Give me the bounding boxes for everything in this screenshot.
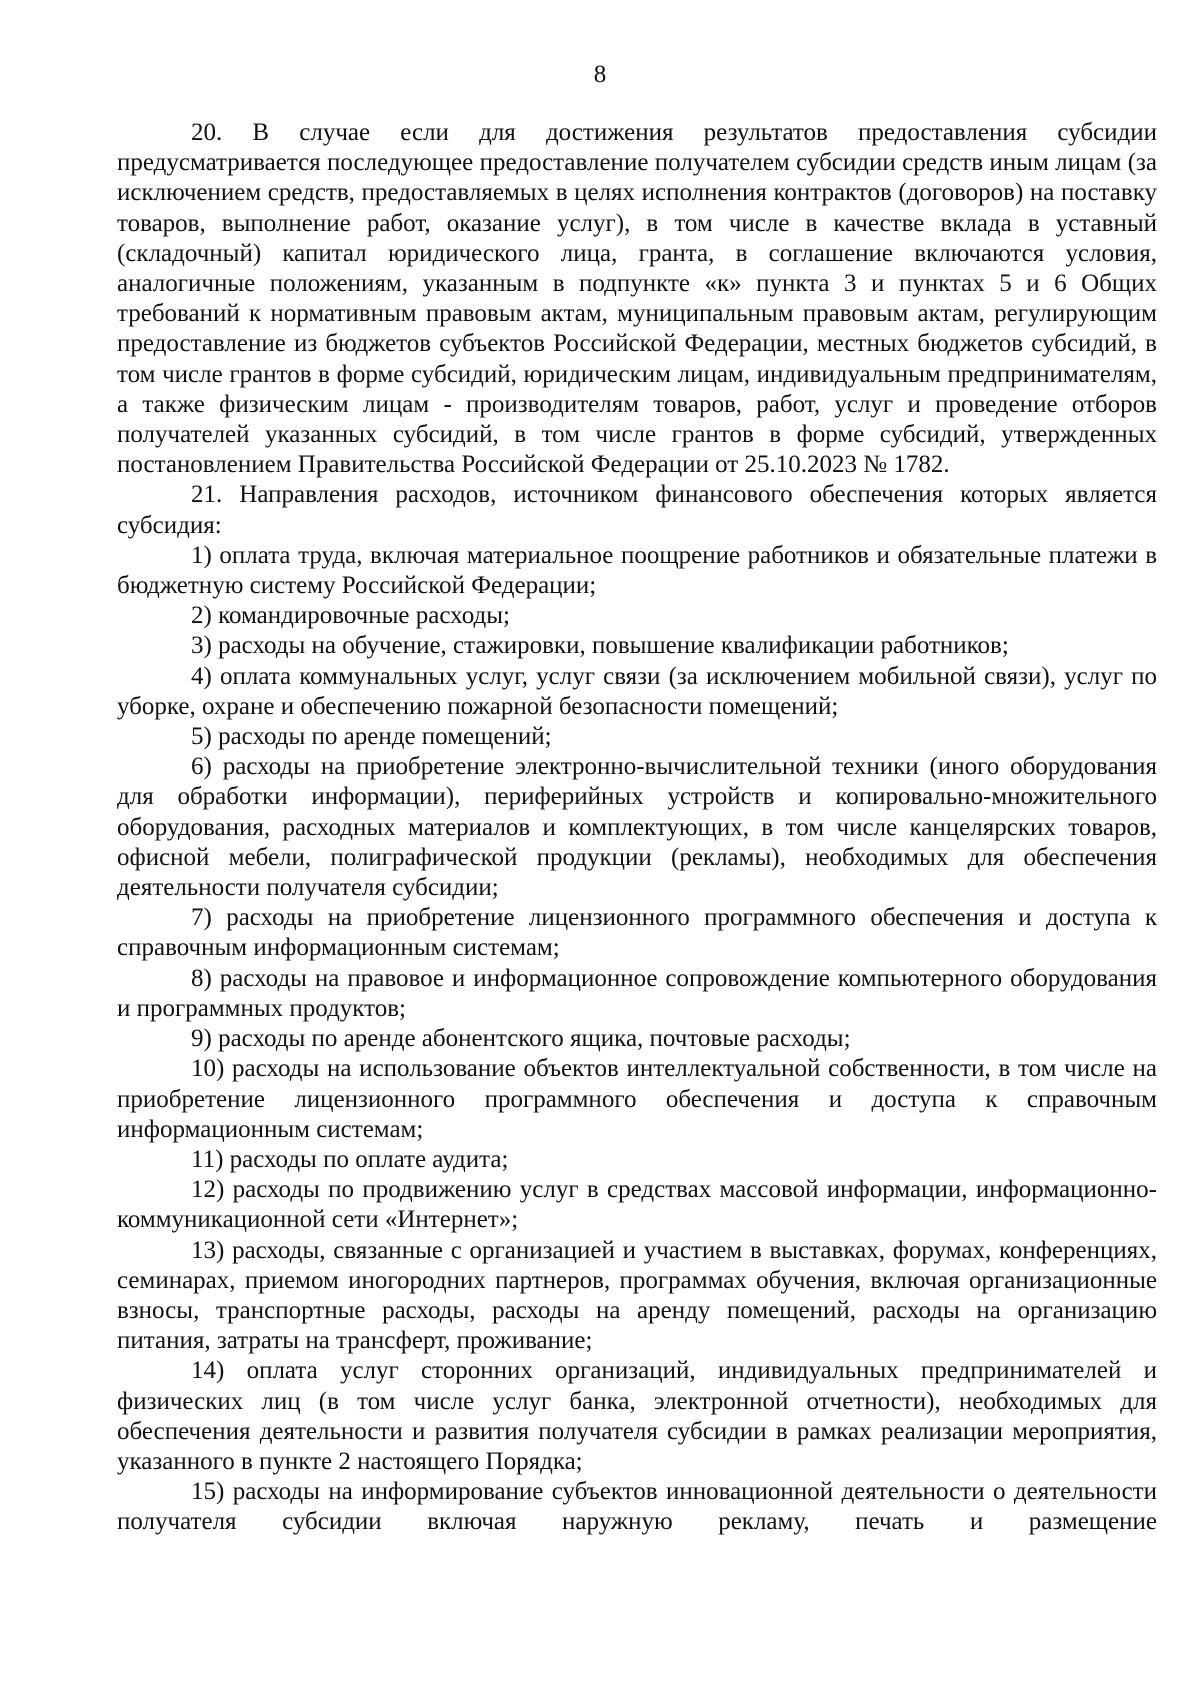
list-item-5: 5) расходы по аренде помещений; — [191, 723, 552, 751]
list-item-15: 15) расходы на информирование субъектов инновационной деятельности о деятельности получателя субсидии включая наружную рекламу, печать и размещение — [117, 1478, 1157, 1536]
list-item-2: 2) командировочные расходы; — [191, 602, 510, 630]
list-item-10: 10) расходы на использование объектов интеллектуальной собственности, в том числе на приобретение лицензионного программного обеспечения и доступа к справочным информационным системам; — [117, 1055, 1157, 1143]
page-number: 8 — [593, 61, 607, 88]
list-item-14: 14) оплата услуг сторонних организаций, индивидуальных предпринимателей и физических лиц (в том числе услуг банка, электронной отчетности), необходимых для обеспечения деятельности и развития получателя субсидии в рамках реализации мероприятия, указанного в пункте 2 настоящего Порядка; — [117, 1357, 1157, 1475]
list-item-11: 11) расходы по оплате аудита; — [191, 1145, 509, 1173]
list-item-1: 1) оплата труда, включая материальное поощрение работников и обязательные платежи в бюджетную систему Российской Федерации; — [117, 541, 1157, 600]
list-item-8: 8) расходы на правовое и информационное сопровождение компьютерного оборудования и программных продуктов; — [117, 964, 1157, 1022]
document-body — [117, 118, 1157, 1538]
list-item-6: 6) расходы на приобретение электронно-вычислительной техники (иного оборудования для обработки информации), периферийных устройств и копировально-множительного оборудования, расходных материалов и комплектующих, в том числе канцелярских товаров, офисной мебели, полиграфической продукции (рекламы), необходимых для обеспечения деятельности получателя субсидии; — [117, 753, 1157, 902]
paragraph-21: 21. Направления расходов, источником финансового обеспечения которых является субсидия: — [117, 481, 1157, 539]
list-item-3: 3) расходы на обучение, стажировки, повышение квалификации работников; — [191, 632, 1009, 660]
list-item-7: 7) расходы на приобретение лицензионного программного обеспечения и доступа к справочным информационным системам; — [117, 904, 1157, 962]
list-item-9: 9) расходы по аренде абонентского ящика, почтовые расходы; — [191, 1025, 851, 1053]
list-item-4: 4) оплата коммунальных услуг, услуг связи (за исключением мобильной связи), услуг по уборке, охране и обеспечению пожарной безопасности помещений; — [117, 662, 1157, 720]
list-item-13: 13) расходы, связанные с организацией и участием в выставках, форумах, конференциях, семинарах, приемом иногородних партнеров, программах обучения, включая организационные взносы, транспортные расходы, расходы на аренду помещений, расходы на организацию питания, затраты на трансферт, проживание; — [117, 1236, 1157, 1355]
list-item-12: 12) расходы по продвижению услуг в средствах массовой информации, информационно-коммуникационной сети «Интернет»; — [117, 1176, 1157, 1234]
paragraph-20: 20. В случае если для достижения результатов предоставления субсидии предусматривается последующее предоставление получателем субсидии средств иным лицам (за исключением средств, предоставляемых в целях исполнения контрактов (договоров) на поставку товаров, выполнение работ, оказание услуг), в том числе в качестве вклада в уставный (складочный) капитал юридического лица, гранта, в соглашение включаются условия, аналогичные положениям, указанным в подпункте «к» пункта 3 и пунктах 5 и 6 Общих требований к нормативным правовым актам, муниципальным правовым актам, регулирующим предоставление из бюджетов субъектов Российской Федерации, местных бюджетов субсидий, в том числе грантов в форме субсидий, юридическим лицам, индивидуальным предпринимателям, а также физическим лицам - производителям товаров, работ, услуг и проведение отборов получателей указанных субсидий, в том числе грантов в форме субсидий, утвержденных постановлением Правительства Российской Федерации от 25.10.2023 № 1782. — [117, 119, 1157, 479]
